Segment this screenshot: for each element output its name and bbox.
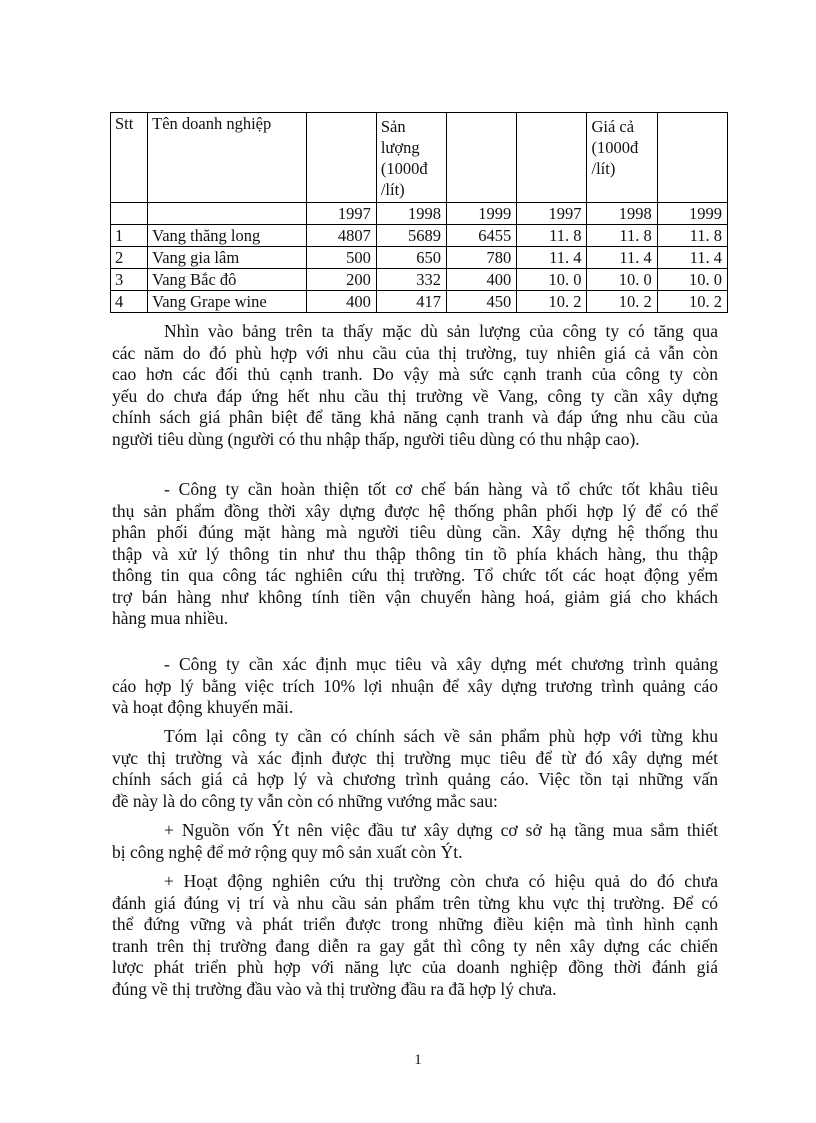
text-line: - Công ty cần hoàn thiện tốt cơ chế bán hàng và tổ chức tốt khâu tiêu [164,479,718,499]
year-cell: 1997 [306,203,376,225]
paragraph-summary [112,726,718,812]
text-line: chính sách giá cả hợp lý và chương trình quảng cáo. Việc tồn tại những vấn [112,769,718,789]
text-line: cao hơn các đối thủ cạnh tranh. Do vậy mà sức cạnh tranh của công ty còn [112,364,718,384]
row-value: 10. 0 [587,269,657,291]
row-company: Vang gia lâm [148,247,307,269]
text-line: thông tin qua công tác nghiên cứu thị trường. Tổ chức tốt các hoạt động yểm [112,565,718,585]
text-line: đề này là do công ty vẫn còn có những vướng mắc sau: [112,790,498,811]
header-company-name: Tên doanh nghiệp [148,113,307,203]
year-cell: 1998 [587,203,657,225]
row-value: 11. 4 [657,247,727,269]
paragraph-market-research [112,871,718,1000]
row-value: 6455 [447,225,517,247]
header-empty-cell [306,113,376,203]
row-value: 11. 4 [517,247,587,269]
row-value: 780 [447,247,517,269]
text-line: hàng mua nhiều. [112,608,229,628]
row-value: 450 [447,291,517,313]
year-cell: 1997 [517,203,587,225]
row-value: 10. 2 [517,291,587,313]
header-empty-cell [517,113,587,203]
year-cell: 1999 [447,203,517,225]
text-line: + Hoạt động nghiên cứu thị trường còn chưa có hiệu quả do đó chưa [164,871,718,891]
row-stt: 4 [111,291,148,313]
row-value: 332 [376,269,446,291]
wine-production-price-table [110,112,728,313]
row-company: Vang Grape wine [148,291,307,313]
header-price-line: /lít) [591,159,616,178]
paragraph-sales-system [112,479,718,630]
text-line: đúng về thị trường đầu vào và thị trường đầu ra đã hợp lý chưa. [112,978,557,999]
table-header-row [111,113,728,203]
row-value: 4807 [306,225,376,247]
header-production-line: Sản [380,117,406,136]
year-cell: 1999 [657,203,727,225]
header-production-line: (1000đ [380,159,428,178]
row-value: 11. 8 [517,225,587,247]
year-row-empty [148,203,307,225]
paragraph-analysis [112,321,718,450]
header-empty-cell [447,113,517,203]
row-value: 400 [447,269,517,291]
row-value: 10. 2 [587,291,657,313]
header-production-line: lượng [380,138,420,157]
table-row [111,247,728,269]
row-value: 200 [306,269,376,291]
table-row [111,269,728,291]
page-number: 1 [414,1052,422,1068]
row-stt: 3 [111,269,148,291]
row-value: 10. 2 [657,291,727,313]
table-row [111,225,728,247]
year-cell: 1998 [376,203,446,225]
header-price-line: Giá cả [591,117,635,136]
text-line: bị công nghệ để mở rộng quy mô sản xuất còn Ýt. [112,841,463,862]
text-line: người tiêu dùng (người có thu nhập thấp, người tiêu dùng có thu nhập cao). [112,428,640,449]
text-line: lược phát triển phù hợp với năng lực của doanh nghiệp đồng thời đánh giá [112,957,718,977]
row-value: 500 [306,247,376,269]
header-production-line: /lít) [380,180,405,199]
header-price [587,113,657,203]
paragraph-advertising [112,654,718,719]
text-line: và hoạt động khuyến mãi. [112,697,294,717]
text-line: thập và xử lý thông tin như thu thập thông tin tồ phía khách hàng, thu thập [112,543,718,564]
text-line: trợ bán hàng như không tính tiền vận chuyển hàng hoá, giảm giá cho khách [112,586,718,607]
row-company: Vang Bắc đô [148,269,307,291]
row-stt: 2 [111,247,148,269]
year-row [111,203,728,225]
row-value: 11. 4 [587,247,657,269]
row-value: 400 [306,291,376,313]
text-line: thể đứng vững và phát triển được trong những điều kiện mà tình hình cạnh [112,914,718,934]
text-line: yếu do chưa đáp ứng hết nhu cầu thị trường về Vang, công ty cần xây dựng [112,385,718,406]
row-value: 650 [376,247,446,269]
paragraph-capital [112,820,718,863]
row-value: 10. 0 [517,269,587,291]
text-line: + Nguồn vốn Ýt nên việc đầu tư xây dựng cơ sở hạ tầng mua sắm thiết [164,820,718,840]
text-line: thụ sản phẩm đồng thời xây dựng được hệ thống phân phối hợp lý để có thể [112,500,718,521]
text-line: phân phối đúng mặt hàng mà người tiêu dùng cần. Xây dựng hệ thống thu [112,522,718,542]
row-value: 10. 0 [657,269,727,291]
text-line: đánh giá đúng vị trí và nhu cầu sản phẩm trên từng khu vực thị trường. Để có [112,892,718,913]
table-row [111,291,728,313]
text-line: vực thị trường và xác định được thị trường mục tiêu để từ đó xây dựng mét [112,747,718,768]
header-price-line: (1000đ [591,138,639,157]
text-line: Tóm lại công ty cần có chính sách về sản phẩm phù hợp với từng khu [164,726,718,746]
year-row-empty [111,203,148,225]
row-value: 11. 8 [657,225,727,247]
row-value: 417 [376,291,446,313]
row-value: 5689 [376,225,446,247]
header-stt: Stt [111,113,148,203]
text-line: tranh trên thị trường đang diễn ra gay gắt thì công ty nên xây dựng các chiến [112,935,718,956]
text-line: Nhìn vào bảng trên ta thấy mặc dù sản lượng của công ty có tăng qua [164,321,718,341]
row-value: 11. 8 [587,225,657,247]
row-company: Vang thăng long [148,225,307,247]
text-line: cáo hợp lý bằng việc trích 10% lợi nhuận để xây dựng trương trình quảng cáo [112,675,718,696]
header-production [376,113,446,203]
text-line: - Công ty cần xác định mục tiêu và xây dựng mét chương trình quảng [164,654,718,674]
text-line: các năm do đó phù hợp với nhu cầu của thị trường, tuy nhiên giá cả vẫn còn [112,342,718,363]
text-line: chính sách giá phân biệt để tăng khả năng cạnh tranh và đáp ứng nhu cầu của [112,407,718,427]
row-stt: 1 [111,225,148,247]
header-empty-cell [657,113,727,203]
